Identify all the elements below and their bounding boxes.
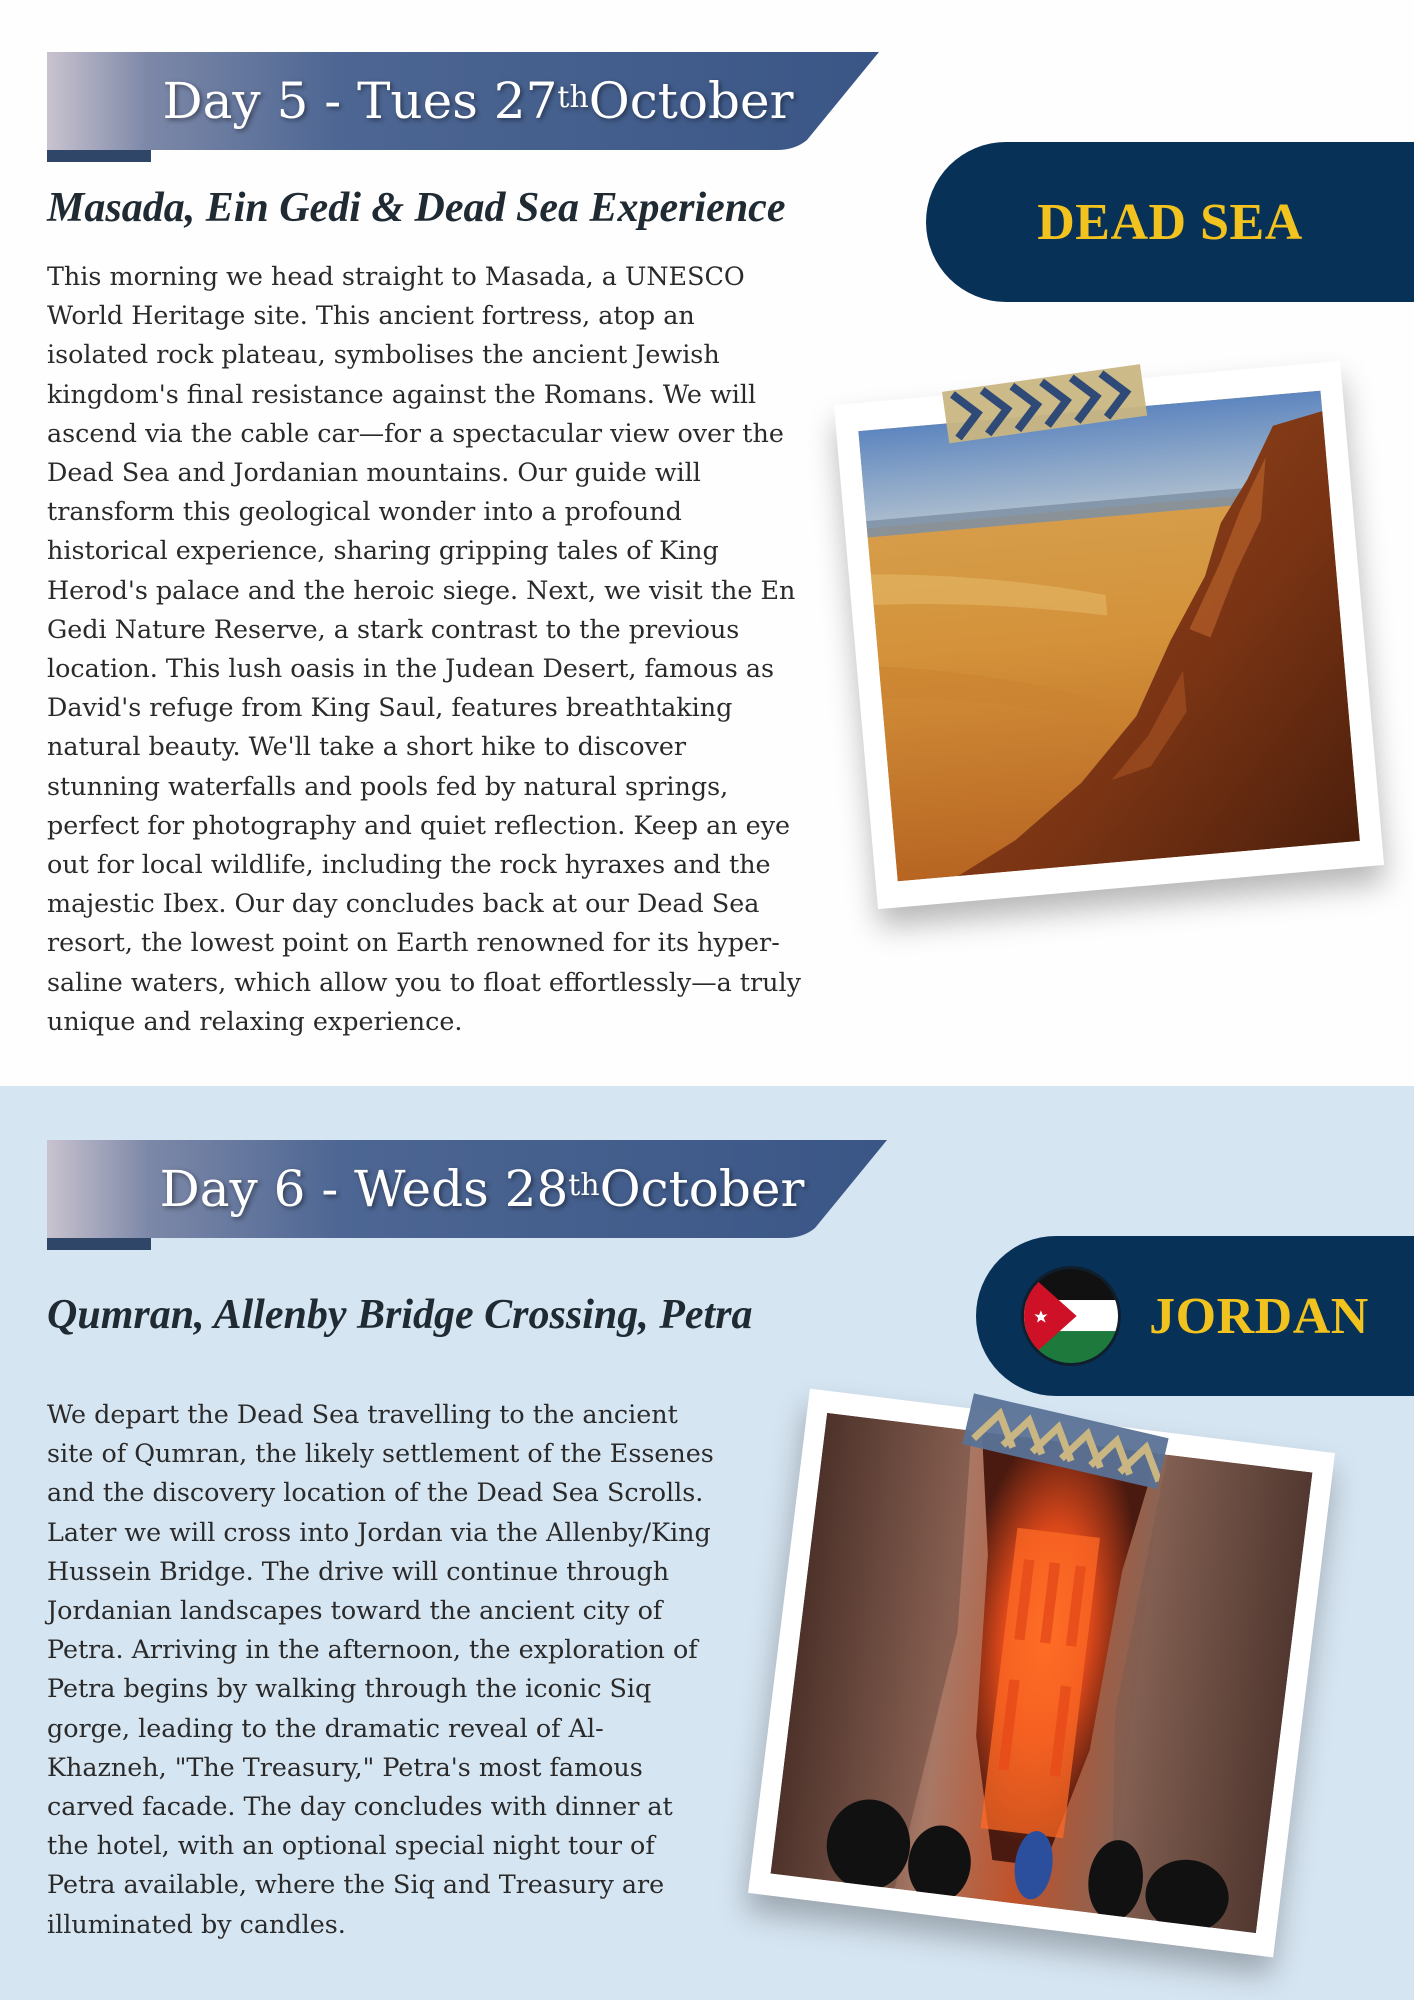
text-line: kingdom's final resistance against the Romans. We will (47, 378, 757, 409)
day6-banner (47, 1140, 887, 1250)
text-line: location. This lush oasis in the Judean Desert, famous as (47, 653, 774, 684)
text-line: resort, the lowest point on Earth renowned for its hyper- (47, 927, 780, 958)
location-label: JORDAN (1149, 1287, 1369, 1345)
text-line: We depart the Dead Sea travelling to the ancient (47, 1399, 678, 1429)
text-line: Dead Sea and Jordanian mountains. Our guide will (47, 457, 701, 488)
text-line: illuminated by candles. (47, 1908, 346, 1939)
text-line: stunning waterfalls and pools fed by natural springs, (47, 770, 729, 801)
location-pill-dead-sea (926, 142, 1414, 302)
day6-description (47, 1395, 714, 1944)
text-line: Petra begins by walking through the iconic Siq (47, 1673, 652, 1704)
text-line: Herod's palace and the heroic siege. Next, we visit the En (47, 574, 796, 605)
text-line: out for local wildlife, including the rock hyraxes and the (47, 849, 771, 880)
day6-section (0, 1086, 1414, 2000)
text-line: transform this geological wonder into a profound (47, 496, 682, 527)
day6-subtitle: Qumran, Allenby Bridge Crossing, Petra (47, 1292, 753, 1338)
day5-title: Day 5 - Tues 27 $^{th}$ October (162, 72, 794, 130)
day5-banner (47, 52, 879, 162)
text-line: This morning we head straight to Masada, a UNESCO (47, 261, 745, 291)
text-line: World Heritage site. This ancient fortress, atop an (47, 300, 695, 331)
text-line: Hussein Bridge. The drive will continue through (47, 1555, 670, 1586)
text-line: Jordanian landscapes toward the ancient city of (47, 1595, 663, 1626)
day5-subtitle: Masada, Ein Gedi & Dead Sea Experience (47, 185, 786, 231)
text-line: unique and relaxing experience. (47, 1005, 463, 1036)
text-line: saline waters, which allow you to float effortlessly—a truly (47, 966, 801, 997)
text-line: Petra available, where the Siq and Treasury are (47, 1869, 665, 1900)
petra-photo (748, 1389, 1335, 1958)
text-line: Khazneh, "The Treasury," Petra's most famous (47, 1751, 643, 1782)
day5-description (47, 257, 801, 1041)
text-line: perfect for photography and quiet reflection. Keep an eye (47, 809, 791, 840)
text-line: ascend via the cable car—for a spectacular view over the (47, 417, 784, 448)
text-line: historical experience, sharing gripping tales of King (47, 535, 719, 566)
masada-photo (834, 361, 1384, 909)
text-line: the hotel, with an optional special night tour of (47, 1830, 655, 1861)
text-line: carved facade. The day concludes with dinner at (47, 1791, 673, 1822)
text-line: site of Qumran, the likely settlement of the Essenes (47, 1438, 714, 1469)
day6-title: Day 6 - Weds 28 $^{th}$ October (159, 1160, 805, 1218)
text-line: Petra. Arriving in the afternoon, the exploration of (47, 1634, 698, 1665)
text-line: Later we will cross into Jordan via the Allenby/King (47, 1516, 711, 1547)
masada-image (858, 391, 1360, 882)
text-line: Gedi Nature Reserve, a stark contrast to the previous (47, 613, 740, 644)
location-label: DEAD SEA (1037, 193, 1303, 251)
text-line: natural beauty. We'll take a short hike to discover (47, 731, 686, 762)
jordan-flag-icon (1021, 1266, 1121, 1366)
text-line: majestic Ibex. Our day concludes back at our Dead Sea (47, 888, 760, 919)
text-line: and the discovery location of the Dead Sea Scrolls. (47, 1477, 704, 1508)
location-pill-jordan (976, 1236, 1414, 1396)
text-line: isolated rock plateau, symbolises the ancient Jewish (47, 339, 720, 370)
text-line: gorge, leading to the dramatic reveal of Al- (47, 1712, 604, 1743)
text-line: David's refuge from King Saul, features breathtaking (47, 692, 733, 723)
petra-image (771, 1413, 1313, 1933)
